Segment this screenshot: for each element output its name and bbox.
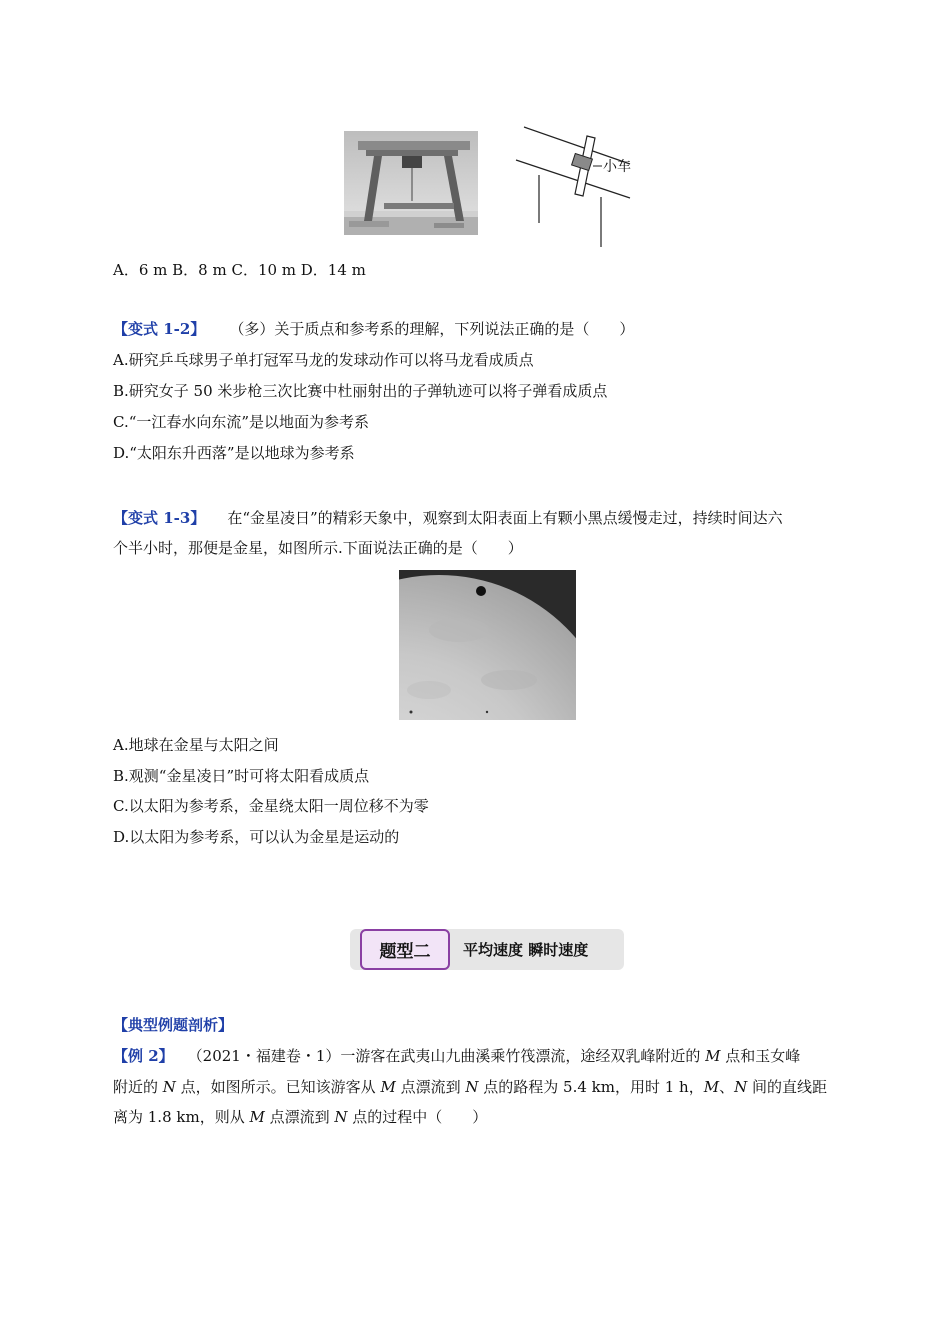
q1-2-option-a: A.研究乒乓球男子单打冠军马龙的发球动作可以将马龙看成质点: [113, 351, 534, 369]
example-text: 点的路程为 5.4 km，用时 1 h，: [478, 1078, 704, 1096]
q1-3-option-a: A.地球在金星与太阳之间: [113, 736, 279, 754]
q1-2-stem: [113, 319, 634, 339]
example-text: 点，如图所示。已知该游客从: [175, 1078, 381, 1096]
q1-2-option-b: B.研究女子 50 米步枪三次比赛中杜丽射出的子弹轨迹可以将子弹看成质点: [113, 382, 608, 400]
point-m: M: [703, 1078, 720, 1096]
point-n: N: [734, 1078, 748, 1096]
point-n: N: [334, 1108, 348, 1126]
q1-1-options: A．6 m B．8 m C．10 m D．14 m: [113, 261, 366, 279]
example-text: 一游客在武夷山九曲溪乘竹筏漂流，途经双乳峰附近的: [340, 1047, 706, 1065]
point-n: N: [162, 1078, 176, 1096]
example-heading: 【典型例题剖析】: [113, 1016, 234, 1034]
q1-3-stem-line1: [113, 508, 783, 528]
crane-photo: [344, 131, 478, 235]
q1-3-stem-line2: 个半小时，那便是金星，如图所示.下面说法正确的是（ ）: [113, 539, 523, 557]
q1-3-option-d: D.以太阳为参考系，可以认为金星是运动的: [113, 828, 400, 846]
q1-2-tag: 【变式 1-2】: [113, 320, 206, 338]
point-m: M: [705, 1047, 721, 1065]
example-text: 点漂流到: [264, 1108, 335, 1126]
venus-transit-photo: [399, 570, 576, 720]
q1-3-option-b: B.观测“金星凌日”时可将太阳看成质点: [113, 767, 370, 785]
q1-3-stem-text: 在“金星凌日”的精彩天象中，观察到太阳表面上有颗小黑点缓慢走过，持续时间达六: [227, 509, 783, 527]
section-header: [350, 929, 624, 970]
q1-2-option-d: D.“太阳东升西落”是以地球为参考系: [113, 444, 355, 462]
section-title: 平均速度 瞬时速度: [463, 941, 589, 959]
q1-3-option-c: C.以太阳为参考系，金星绕太阳一周位移不为零: [113, 797, 429, 815]
example-text: 点和玉女峰: [720, 1047, 801, 1065]
track-diagram: [512, 122, 634, 250]
car-label: 小车: [603, 159, 631, 175]
example-text: 附近的: [113, 1078, 163, 1096]
example-text: 离为 1.8 km，则从: [113, 1108, 250, 1126]
example-text: 点漂流到: [395, 1078, 466, 1096]
point-m: M: [380, 1078, 396, 1096]
point-m: M: [249, 1108, 265, 1126]
example-line1: [113, 1046, 800, 1066]
point-n: N: [465, 1078, 479, 1096]
section-badge: 题型二: [360, 929, 450, 970]
example-text: 间的直线距: [747, 1078, 827, 1096]
example-line2: [113, 1077, 827, 1097]
q1-2-question: （多）关于质点和参考系的理解，下列说法正确的是（ ）: [229, 320, 635, 338]
example-source: （2021・福建卷・1）: [187, 1047, 341, 1065]
example-line3: [113, 1107, 487, 1127]
q1-2-option-c: C.“一江春水向东流”是以地面为参考系: [113, 413, 370, 431]
example-text: 、: [719, 1078, 735, 1096]
example-tag: 【例 2】: [113, 1047, 174, 1065]
example-text: 点的过程中（ ）: [347, 1108, 488, 1126]
q1-3-tag: 【变式 1-3】: [113, 509, 206, 527]
